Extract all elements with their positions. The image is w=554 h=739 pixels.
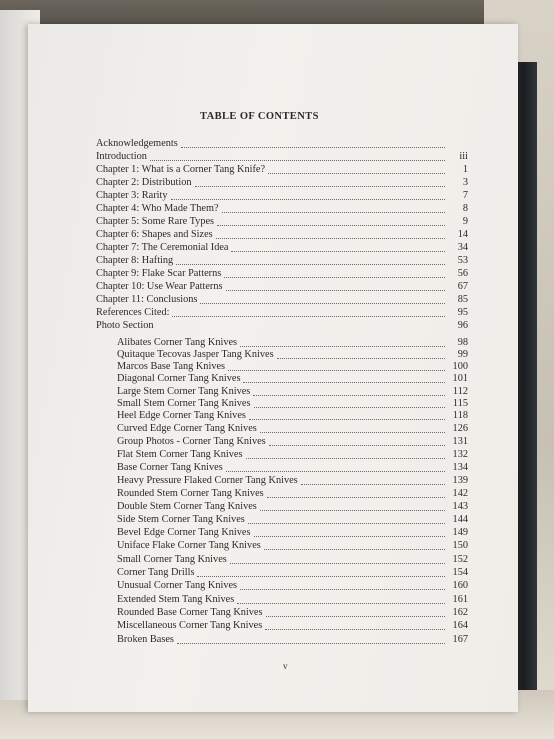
toc-entry-label: Chapter 2: Distribution [96,177,192,188]
toc-entry-page: 1 [462,164,468,175]
toc-entry-page: 53 [457,255,468,266]
photo-entry-label: Marcos Base Tang Knives [117,361,226,372]
dot-leader [301,483,445,485]
dot-leader [226,470,445,472]
photo-entry-page: 143 [452,501,468,512]
photo-entry-label: Group Photos - Corner Tang Knives [117,436,266,447]
photo-section-entry [117,398,468,410]
toc-entry-label: Acknowledgements [96,138,178,149]
photo-section-entry [117,527,468,539]
photo-entry-page: 164 [452,620,468,631]
dot-leader [230,562,445,564]
dot-leader [260,431,445,433]
dot-leader [253,394,445,396]
photo-section-entry [117,386,468,398]
dot-leader [181,146,445,148]
photo-section-entry [117,488,468,500]
photo-entry-page: 126 [452,423,468,434]
toc-entry-page: 34 [457,242,468,253]
toc-entry-label: Chapter 4: Who Made Them? [96,203,219,214]
toc-entry [96,242,468,254]
photo-entry-label: Uniface Flake Corner Tang Knives [117,540,261,551]
dot-leader [248,522,445,524]
toc-entry-label: Chapter 3: Rarity [96,190,168,201]
dot-leader [231,250,445,252]
photo-entry-label: Small Corner Tang Knives [117,554,227,565]
photo-entry-label: Large Stem Corner Tang Knives [117,386,251,397]
dot-leader [176,263,445,265]
photo-section-entry [117,462,468,474]
dot-leader [150,159,445,161]
photo-entry-label: Double Stem Corner Tang Knives [117,501,257,512]
toc-entry-page: 67 [457,281,468,292]
photo-entry-page: 98 [457,337,468,348]
toc-entry [96,307,468,319]
photo-entry-label: Bevel Edge Corner Tang Knives [117,527,251,538]
dot-leader [260,509,445,511]
photo-section-entry [117,449,468,461]
dot-leader [172,315,445,317]
photo-entry-label: Quitaque Tecovas Jasper Tang Knives [117,349,274,360]
toc-entry [96,190,468,202]
toc-entry-label: Chapter 9: Flake Scar Patterns [96,268,222,279]
photo-section-entry [117,423,468,435]
dot-leader [224,276,445,278]
photo-entry-label: Broken Bases [117,634,174,645]
photo-entry-page: 134 [452,462,468,473]
photo-section-entry [117,349,468,361]
dot-leader [267,496,445,498]
toc-entry [96,294,468,306]
toc-entry-label: Chapter 10: Use Wear Patterns [96,281,223,292]
photo-entry-page: 115 [452,398,468,409]
toc-entry-page: 56 [457,268,468,279]
toc-entry-label: Chapter 5: Some Rare Types [96,216,215,227]
photo-entry-label: Side Stem Corner Tang Knives [117,514,245,525]
photo-entry-label: Corner Tang Drills [117,567,195,578]
photo-entry-label: Heel Edge Corner Tang Knives [117,410,246,421]
photo-entry-page: 160 [452,580,468,591]
toc-entry-page: 8 [462,203,468,214]
photo-entry-label: Flat Stem Corner Tang Knives [117,449,243,460]
dot-leader [265,628,445,630]
dot-leader [246,457,446,459]
dot-leader [217,224,445,226]
photo-section-entry [117,410,468,422]
dot-leader [268,172,445,174]
page-number: v [283,661,288,671]
photo-section-entry [117,554,468,566]
dot-leader [266,615,445,617]
photo-entry-label: Unusual Corner Tang Knives [117,580,238,591]
toc-entry [96,177,468,189]
photo-entry-page: 101 [452,373,468,384]
photo-entry-label: Rounded Stem Corner Tang Knives [117,488,264,499]
dot-leader [171,198,446,200]
dot-leader [249,418,445,420]
dot-leader [195,185,445,187]
toc-entry-page: 3 [462,177,468,188]
dot-leader [200,302,445,304]
toc-entry [96,216,468,228]
photo-entry-label: Small Stem Corner Tang Knives [117,398,251,409]
dot-leader [243,381,445,383]
toc-entry [96,255,468,267]
toc-entry-label: Photo Section [96,320,154,331]
photo-section-entry [117,373,468,385]
photo-entry-page: 162 [452,607,468,618]
toc-entry-page: iii [459,151,468,162]
photo-entry-page: 152 [452,554,468,565]
dot-leader [216,237,445,239]
photo-entry-label: Heavy Pressure Flaked Corner Tang Knives [117,475,298,486]
photo-section-entry [117,337,468,349]
photo-entry-page: 144 [452,514,468,525]
toc-entry [96,281,468,293]
dot-leader [254,406,445,408]
dot-leader [226,289,445,291]
toc-entry [96,151,468,163]
toc-entry-label: Chapter 1: What is a Corner Tang Knife? [96,164,266,175]
photo-section-entry [117,436,468,448]
dot-leader [269,444,445,446]
page-title: TABLE OF CONTENTS [200,111,319,122]
photo-section-entry [117,634,468,646]
photo-entry-page: 142 [452,488,468,499]
photo-entry-page: 131 [452,436,468,447]
photo-entry-page: 100 [452,361,468,372]
photo-section-entry [117,567,468,579]
dot-leader [240,345,445,347]
toc-entry-page: 96 [457,320,468,331]
toc-entry [96,138,468,150]
photo-entry-page: 112 [452,386,468,397]
photo-entry-page: 150 [452,540,468,551]
photo-entry-page: 118 [452,410,468,421]
toc-entry [96,268,468,280]
toc-entry [96,203,468,215]
toc-entry-page: 7 [462,190,468,201]
photo-section-entry [117,540,468,552]
dot-leader [228,369,445,371]
toc-entry-page: 14 [457,229,468,240]
photo-entry-label: Extended Stem Tang Knives [117,594,235,605]
toc-entry [96,229,468,241]
toc-entry-label: Introduction [96,151,147,162]
dot-leader [222,211,445,213]
dot-leader [277,357,445,359]
photo-entry-page: 167 [452,634,468,645]
photo-entry-page: 154 [452,567,468,578]
photo-section-entry [117,501,468,513]
photo-entry-page: 99 [457,349,468,360]
toc-entry [96,320,468,332]
photo-entry-page: 149 [452,527,468,538]
photo-section-entry [117,594,468,606]
photo-section-entry [117,361,468,373]
dot-leader [177,642,445,644]
toc-entry-label: Chapter 7: The Ceremonial Idea [96,242,229,253]
photo-section-entry [117,607,468,619]
photo-entry-label: Rounded Base Corner Tang Knives [117,607,263,618]
toc-entry-page: 85 [457,294,468,305]
toc-entry-label: Chapter 11: Conclusions [96,294,198,305]
photo-section-entry [117,475,468,487]
photo-entry-page: 161 [452,594,468,605]
photo-entry-label: Base Corner Tang Knives [117,462,223,473]
toc-entry-page: 9 [462,216,468,227]
photo-section-entry [117,580,468,592]
dot-leader [237,602,445,604]
dot-leader [254,535,446,537]
toc-entry-page: 95 [457,307,468,318]
toc-entry [96,164,468,176]
toc-entry-label: References Cited: [96,307,170,318]
photo-section-entry [117,514,468,526]
photo-entry-label: Curved Edge Corner Tang Knives [117,423,257,434]
dot-leader [264,548,445,550]
photo-entry-label: Miscellaneous Corner Tang Knives [117,620,263,631]
photo-section-entry [117,620,468,632]
photo-entry-page: 132 [452,449,468,460]
toc-entry-label: Chapter 6: Shapes and Sizes [96,229,213,240]
dot-leader [197,575,445,577]
dot-leader [240,588,445,590]
photo-entry-label: Alibates Corner Tang Knives [117,337,238,348]
toc-entry-label: Chapter 8: Hafting [96,255,174,266]
photo-entry-label: Diagonal Corner Tang Knives [117,373,241,384]
photo-entry-page: 139 [452,475,468,486]
